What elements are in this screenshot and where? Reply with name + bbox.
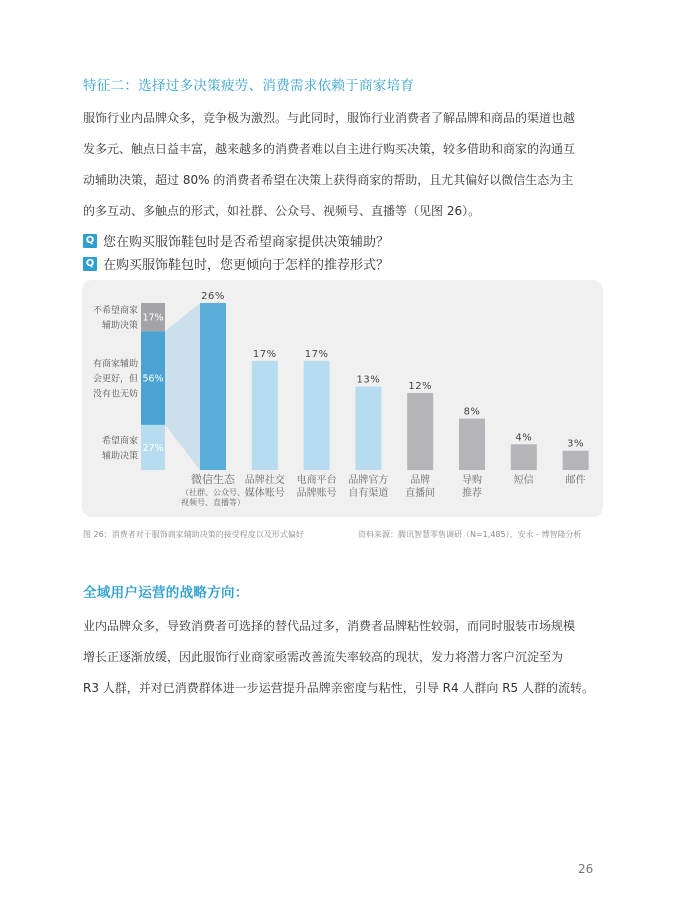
page-number: 26 [578,862,594,876]
bar-category-label: 直播间 [405,488,436,499]
bar-0 [200,303,226,470]
paragraph-line: 的多互动、多触点的形式，如社群、公众号、视频号、直播等（见图 26）。 [83,204,481,218]
bar-2 [304,361,330,470]
stacked-value-label: 56% [142,373,164,385]
paragraph-line: 发多元、触点日益丰富，越来越多的消费者难以自主进行购买决策，较多借助和商家的沟通互 [83,142,576,156]
bar-value-label: 3% [567,438,585,450]
stacked-category-label: 会更好，但 [92,374,138,385]
paragraph-intro [83,103,603,227]
question-text: 您在购买服饰鞋包时是否希望商家提供决策辅助？ [103,235,390,250]
connector-wedge [165,303,200,470]
paragraph-line: R3 人群，并对已消费群体进一步运营提升品牌亲密度与粘性，引导 R4 人群向 R5 人群的流转。 [83,681,594,695]
stacked-category-label: 希望商家 [101,436,138,447]
stacked-category-label: 有商家辅助 [92,359,138,370]
stacked-category-label: 不希望商家 [92,306,138,317]
bar-6 [511,444,537,470]
bar-category-label: 自有渠道 [348,488,389,499]
bar-4 [407,393,433,470]
bar-category-label: 媒体账号 [244,488,285,499]
bar-value-label: 17% [252,348,277,360]
bar-5 [459,419,485,470]
bar-value-label: 8% [463,406,481,418]
question-decision-assist [83,231,389,250]
bar-category-label: 品牌账号 [296,488,337,499]
bar-value-label: 12% [408,380,433,392]
bar-category-label: 品牌 [410,475,431,486]
bar-category-label: 微信生态 [191,473,235,486]
bar-sublabel: （社群、公众号、 [181,488,245,497]
stacked-value-label: 17% [142,312,164,324]
paragraph-line: 动辅助决策，超过 80% 的消费者希望在决策上获得商家的帮助，且尤其偏好以微信生态为主 [83,173,574,187]
stacked-value-label: 27% [142,442,164,454]
chart-panel [82,280,603,517]
bar-7 [563,451,589,470]
bar-category-label: 邮件 [565,475,586,486]
question-text: 在购买服饰鞋包时，您更倾向于怎样的推荐形式？ [103,258,390,273]
bar-value-label: 13% [356,374,381,386]
section-title-feature-two: 特征二：选择过多决策疲劳、消费需求依赖于商家培育 [83,78,415,94]
stacked-category-label: 辅助决策 [101,451,138,462]
figure-caption: 图 26：消费者对于服饰商家辅助决策的接受程度以及形式偏好 [83,530,304,539]
question-recommend-form [83,254,389,273]
paragraph-line: 服饰行业内品牌众多，竞争极为激烈。与此同时，服饰行业消费者了解品牌和商品的渠道也越 [83,111,576,125]
bar-category-label: 短信 [513,475,534,486]
section-title-strategy: 全域用户运营的战略方向： [83,585,249,601]
bar-category-label: 推荐 [462,488,482,499]
bar-1 [252,361,278,470]
bar-value-label: 26% [201,291,225,302]
stacked-category-label: 没有也无妨 [92,389,138,400]
bar-category-label: 品牌社交 [244,475,285,486]
paragraph-line: 增长正逐渐放缓，因此服饰行业商家亟需改善流失率较高的现状，发力将潜力客户沉淀至为 [83,650,564,664]
bar-category-label: 品牌官方 [348,475,389,486]
q-badge-icon: Q [83,257,97,271]
paragraph-strategy [83,611,603,704]
q-badge-icon: Q [83,234,97,248]
stacked-category-label: 辅助决策 [101,321,138,332]
bar-3 [355,387,381,471]
paragraph-line: 业内品牌众多，导致消费者可选择的替代品过多，消费者品牌粘性较弱，而同时服装市场规模 [83,619,576,633]
bar-sublabel: 视频号、直播等） [181,498,245,507]
bar-value-label: 17% [304,348,329,360]
bar-category-label: 电商平台 [296,475,337,486]
chart-svg [82,280,603,517]
source-caption: 资料来源：腾讯智慧零售调研（N=1,485）、安永 - 博智隆分析 [358,530,582,539]
bar-category-label: 导购 [462,475,482,486]
bar-value-label: 4% [515,432,533,444]
